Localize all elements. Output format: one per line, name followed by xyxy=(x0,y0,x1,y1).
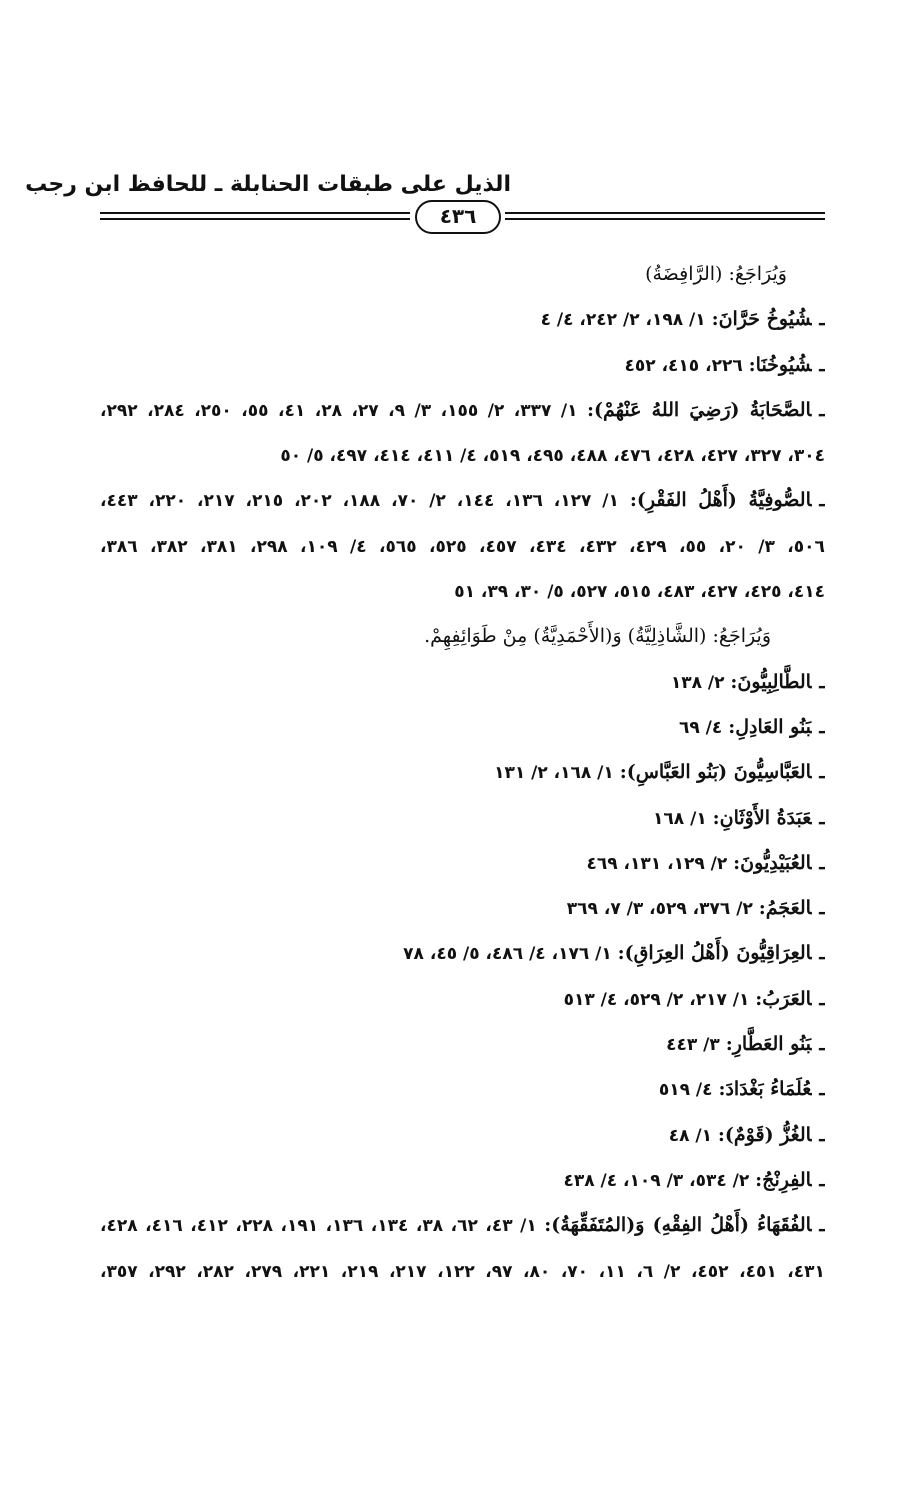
entry-term: بَنُو العَادِلِ: xyxy=(728,715,812,738)
entry-references: ١/ ٤٣، ٦٢، ٣٨، ١٣٤، ١٣٦، ١٩١، ٢٢٨، ٤١٢، ٤١٦، ٤٢٨، xyxy=(100,1216,545,1237)
entry-text: وَيُرَاجَعُ: (الرَّافِضَةُ) xyxy=(645,263,787,285)
entry-text xyxy=(563,1169,811,1191)
see-also-note xyxy=(100,252,825,297)
entry-dash: ـ xyxy=(819,1214,825,1237)
entry-text xyxy=(100,399,811,421)
entry-term: الفُقَهَاءُ (أَهْلُ الفِقْهِ) وَ(المُتَفَقِّهَةُ): xyxy=(544,1214,812,1237)
see-also-note xyxy=(100,614,825,659)
entry-dash: ـ xyxy=(819,353,825,376)
entry-dash: ـ xyxy=(819,851,825,874)
entry-references: ١/ ١٦٨ xyxy=(653,808,713,829)
entry-text: ٤٣١، ٤٥١، ٤٥٢، ٢/ ٦، ١١، ٧٠، ٨٠، ٩٧، ١٢٢، ٢١٧، ٢١٩، ٢٢١، ٢٧٩، ٢٨٢، ٢٩٢، ٣٥٧، xyxy=(100,1261,825,1282)
index-entry xyxy=(100,1203,825,1248)
entry-text xyxy=(666,1033,811,1055)
entry-text: ٥٠٦، ٣/ ٢٠، ٥٥، ٤٢٩، ٤٣٢، ٤٣٤، ٤٥٧، ٥٢٥، ٥٦٥، ٤/ ١٠٩، ٢٩٨، ٣٨١، ٣٨٢، ٣٨٦، xyxy=(100,536,825,557)
index-entries xyxy=(100,252,825,1294)
entry-references: ٢/ ١٢٩، ١٣١، ٤٦٩ xyxy=(586,853,734,874)
entry-dash: ـ xyxy=(819,398,825,421)
entry-references: ١/ ١٦٨، ٢/ ١٣١ xyxy=(494,763,620,784)
entry-references: ٢/ ٥٣٤، ٣/ ١٠٩، ٤/ ٤٣٨ xyxy=(563,1170,756,1191)
entry-term: الصُّوفِيَّةُ (أَهْلُ الفَقْرِ): xyxy=(629,489,812,512)
entry-text xyxy=(625,354,812,376)
entry-dash: ـ xyxy=(819,1123,825,1146)
entry-references: ٢/ ٣٧٦، ٥٢٩، ٣/ ٧، ٣٦٩ xyxy=(566,899,759,920)
index-entry xyxy=(100,1022,825,1067)
entry-term: العُبَيْدِيُّونَ: xyxy=(733,851,812,874)
entry-references: ٢/ ١٣٨ xyxy=(670,672,731,693)
entry-references: ١/ ١٩٨، ٢/ ٢٤٢، ٤/ ٤ xyxy=(540,310,712,331)
index-entry xyxy=(100,841,825,886)
index-entry xyxy=(100,705,825,750)
entry-term: الصَّحَابَةُ (رَضِيَ اللهُ عَنْهُمْ): xyxy=(586,398,812,421)
entry-dash: ـ xyxy=(819,761,825,784)
entry-term: العِرَاقِيُّونَ (أَهْلُ العِرَاقِ): xyxy=(617,942,812,965)
entry-term: العَرَبُ: xyxy=(755,987,812,1010)
entry-continuation-line xyxy=(100,1249,825,1294)
entry-text xyxy=(564,988,812,1010)
index-entry xyxy=(100,1158,825,1203)
entry-term: الطَّالِبِيُّونَ: xyxy=(730,670,812,693)
entry-text xyxy=(100,1214,811,1236)
entry-text: وَيُرَاجَعُ: (الشَّاذِلِيَّةُ) وَ(الأَحْمَدِيَّةُ) مِنْ طَوَائِفِهِمْ. xyxy=(424,625,771,648)
index-entry xyxy=(100,931,825,976)
index-entry xyxy=(100,750,825,795)
index-entry xyxy=(100,977,825,1022)
entry-term: شُيُوخُنَا: xyxy=(748,353,812,376)
entry-term: عَبَدَةُ الأَوْثَانِ: xyxy=(712,806,812,829)
entry-text: ٣٠٤، ٣٢٧، ٤٢٧، ٤٢٨، ٤٧٦، ٤٨٨، ٤٩٥، ٥١٩، ٤/ ٤١١، ٤١٤، ٤٩٧، ٥/ ٥٠ xyxy=(280,446,825,467)
entry-text xyxy=(671,671,812,693)
entry-dash: ـ xyxy=(819,942,825,965)
index-entry xyxy=(100,660,825,705)
entry-dash: ـ xyxy=(819,308,825,331)
index-entry xyxy=(100,1067,825,1112)
entry-text xyxy=(653,807,811,829)
entry-dash: ـ xyxy=(819,1168,825,1191)
entry-term: بَنُو العَطَّارِ: xyxy=(725,1033,812,1056)
index-entry xyxy=(100,478,825,523)
entry-text xyxy=(587,852,812,874)
entry-dash: ـ xyxy=(819,987,825,1010)
index-entry xyxy=(100,297,825,342)
entry-text xyxy=(679,716,811,738)
entry-references: ١/ ٢١٧، ٢/ ٥٢٩، ٤/ ٥١٣ xyxy=(563,989,756,1010)
index-entry xyxy=(100,1113,825,1158)
entry-dash: ـ xyxy=(819,670,825,693)
entry-references: ١/ ١٢٧، ١٣٦، ١٤٤، ٢/ ٧٠، ١٨٨، ٢٠٢، ٢١٥، ٢١٧، ٢٢٠، ٤٤٣، xyxy=(100,491,630,512)
entry-references: ٢٢٦، ٤١٥، ٤٥٢ xyxy=(624,355,749,376)
entry-continuation-line xyxy=(100,524,825,569)
entry-term: عُلَمَاءُ بَغْدَادَ: xyxy=(718,1078,812,1101)
entry-term: العَبَّاسِيُّونَ (بَنُو العَبَّاسِ): xyxy=(619,761,812,784)
index-entry xyxy=(100,343,825,388)
entry-term: العَجَمُ: xyxy=(758,897,812,920)
entry-continuation-line xyxy=(100,433,825,478)
entry-references: ٤/ ٥١٩ xyxy=(658,1080,719,1101)
entry-dash: ـ xyxy=(819,1033,825,1056)
entry-references: ٤/ ٦٩ xyxy=(679,717,729,738)
entry-text xyxy=(403,942,811,964)
entry-text xyxy=(669,1124,812,1146)
entry-continuation-line xyxy=(100,569,825,614)
entry-references: ١/ ٤٨ xyxy=(668,1125,718,1146)
entry-dash: ـ xyxy=(819,806,825,829)
entry-references: ١/ ٣٣٧، ٢/ ١٥٥، ٣/ ٩، ٢٧، ٢٨، ٤١، ٥٥، ٢٥٠، ٢٨٤، ٢٩٢، xyxy=(100,400,587,421)
running-title: الذيل على طبقات الحنابلة ـ للحافظ ابن رجب xyxy=(25,172,511,197)
entry-text xyxy=(541,308,812,330)
entry-text xyxy=(659,1078,812,1100)
entry-text xyxy=(100,489,811,511)
index-entry xyxy=(100,886,825,931)
entry-references: ١/ ١٧٦، ٤/ ٤٨٦، ٥/ ٤٥، ٧٨ xyxy=(403,944,618,965)
entry-dash: ـ xyxy=(819,715,825,738)
entry-dash: ـ xyxy=(819,897,825,920)
entry-dash: ـ xyxy=(819,1078,825,1101)
page-number: ٤٣٦ xyxy=(415,200,501,234)
entry-text xyxy=(494,761,811,783)
entry-text: ٤١٤، ٤٢٥، ٤٢٧، ٤٨٣، ٥١٥، ٥٢٧، ٥/ ٣٠، ٣٩، ٥١ xyxy=(454,582,825,603)
entry-term: شُيُوخُ حَرَّانَ: xyxy=(711,308,812,331)
entry-references: ٣/ ٤٤٣ xyxy=(666,1035,726,1056)
entry-dash: ـ xyxy=(819,489,825,512)
entry-term: الفِرِنْجُ: xyxy=(755,1168,812,1191)
entry-term: الغُزُّ (قَوْمٌ): xyxy=(717,1123,812,1146)
entry-text xyxy=(567,897,812,919)
index-entry xyxy=(100,388,825,433)
index-entry xyxy=(100,796,825,841)
